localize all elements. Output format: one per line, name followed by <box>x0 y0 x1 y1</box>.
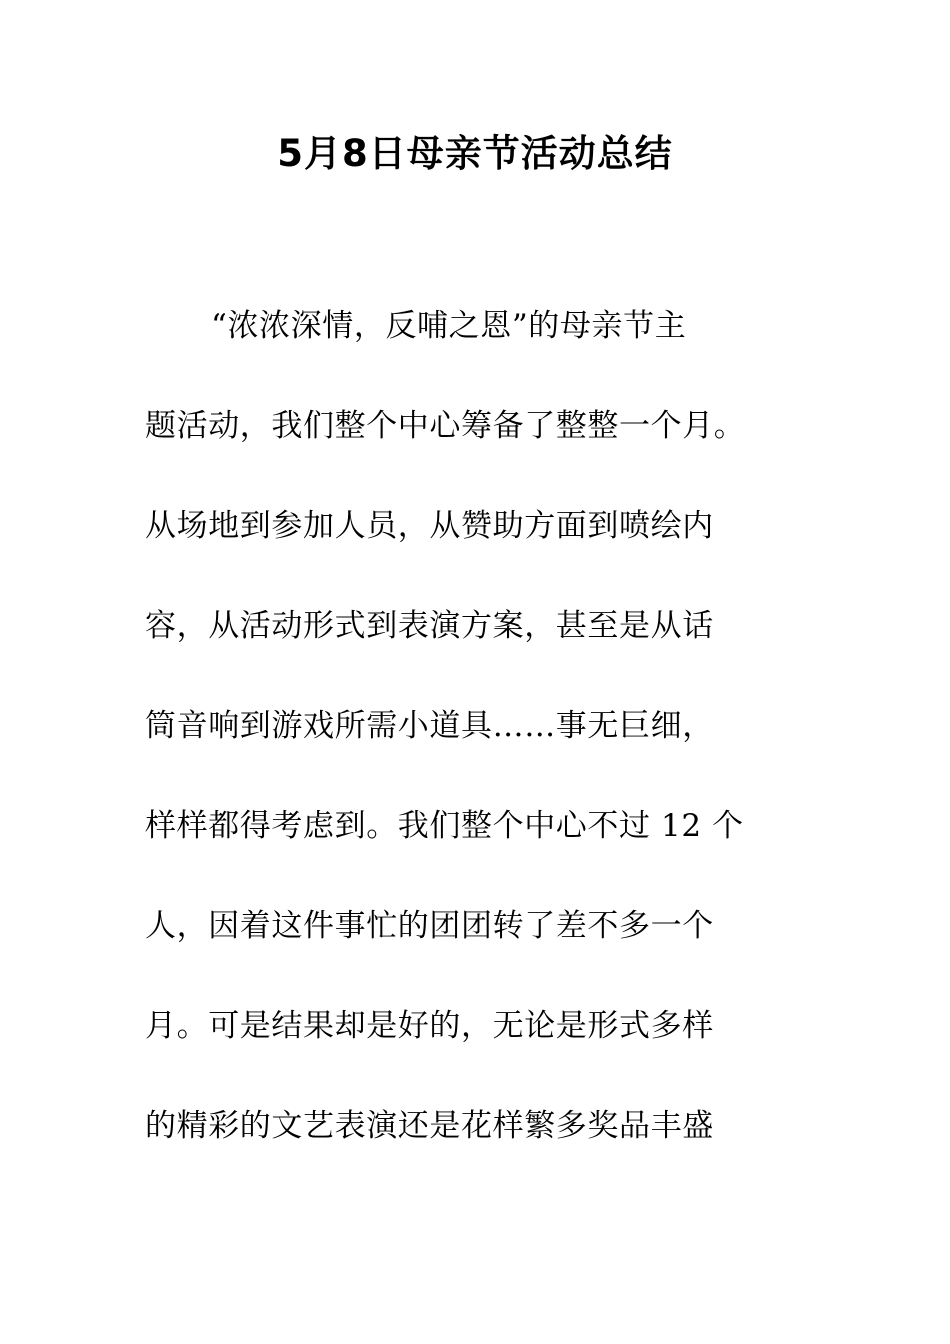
paragraph-line: 的精彩的文艺表演还是花样繁多奖品丰盛 <box>145 1108 714 1144</box>
paragraph-line: 人，因着这件事忙的团团转了差不多一个 <box>145 908 714 944</box>
paragraph-line: 从场地到参加人员，从赞助方面到喷绘内 <box>145 508 714 544</box>
paragraph-line: “浓浓深情，反哺之恩”的母亲节主 <box>211 308 687 344</box>
body-paragraph <box>145 296 785 1196</box>
paragraph-line: 容，从活动形式到表演方案，甚至是从话 <box>145 608 714 644</box>
document-title: 5月8日母亲节活动总结 <box>277 132 673 175</box>
paragraph-line: 筒音响到游戏所需小道具……事无巨细， <box>145 708 714 744</box>
paragraph-line: 题活动，我们整个中心筹备了整整一个月。 <box>145 408 746 444</box>
paragraph-line: 样样都得考虑到。我们整个中心不过 12 个 <box>145 808 744 844</box>
paragraph-line: 月。可是结果却是好的，无论是形式多样 <box>145 1008 714 1044</box>
